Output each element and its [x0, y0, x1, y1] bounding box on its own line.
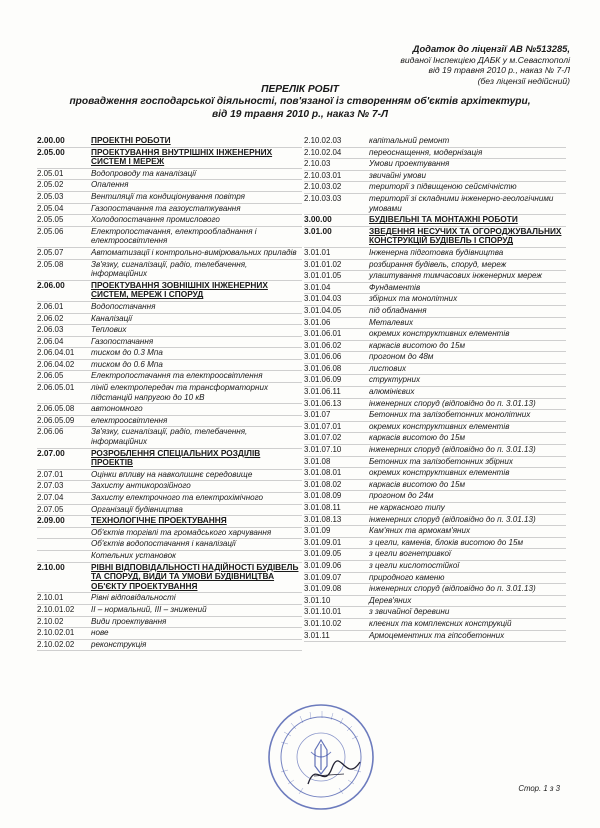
list-item: [37, 481, 302, 493]
list-item: [304, 341, 566, 353]
item-text: Холодопостачання промислового: [91, 215, 220, 225]
item-code: 3.01.06.08: [304, 363, 342, 373]
item-text: з цегли кислотостійкої: [369, 560, 460, 570]
list-item: [304, 619, 566, 631]
section-heading: РОЗРОБЛЕННЯ СПЕЦІАЛЬНИХ РОЗДІЛІВ ПРОЕКТІВ: [91, 447, 261, 468]
item-text: Металевих: [369, 317, 414, 327]
list-item: [37, 640, 302, 652]
list-item: [304, 375, 566, 387]
item-code: 3.01.07: [304, 410, 331, 420]
document-title-line2: провадження господарської діяльності, пов'язаної із створенням об'єктів архітектури,: [69, 96, 531, 108]
item-code: 3.01.10: [304, 595, 331, 605]
section-heading: ЗВЕДЕННЯ НЕСУЧИХ ТА ОГОРОДЖУВАЛЬНИХ КОНСТРУКЦІЙ БУДІВЕЛЬ І СПОРУД: [369, 225, 562, 246]
item-code: 3.01.09.06: [304, 560, 342, 570]
item-text: окремих конструктивних елементів: [369, 329, 510, 339]
item-text: листових: [369, 363, 407, 373]
item-text: Бетонних та залізобетонних монолітних: [369, 410, 531, 420]
item-text: Бетонних та залізобетонних збірних: [369, 456, 513, 466]
item-code: 2.10.00: [37, 561, 65, 572]
document-title-line1: ПЕРЕЛІК РОБІТ: [261, 84, 339, 95]
item-code: 2.06.00: [37, 279, 65, 290]
item-code: [37, 551, 91, 561]
item-code: 3.01.06.01: [304, 329, 342, 339]
item-code: 3.00.00: [304, 214, 332, 225]
works-list-right-column: [304, 136, 566, 642]
item-text: Інженерна підготовка будівництва: [369, 247, 504, 257]
section-heading: ПРОЕКТУВАННЯ ВНУТРІШНІХ ІНЖЕНЕРНИХ СИСТЕМ І МЕРЕЖ: [91, 146, 273, 167]
list-item: [304, 148, 566, 160]
item-code: 2.10.03.02: [304, 182, 342, 192]
list-item: [304, 480, 566, 492]
license-header-line4: (без ліцензії недійсний): [477, 75, 570, 86]
item-code: 2.06.01: [37, 301, 64, 311]
item-code: 2.07.01: [37, 469, 64, 479]
item-text: з цегли вогнетривкої: [369, 549, 451, 559]
item-code: 3.01.07.10: [304, 445, 342, 455]
item-text: прогоном до 24м: [369, 491, 434, 501]
list-item: [37, 416, 302, 428]
list-item: [304, 215, 566, 227]
item-code: 2.05.07: [37, 247, 64, 257]
item-code: 3.01.09.05: [304, 549, 342, 559]
list-item: [304, 526, 566, 538]
list-item: [37, 617, 302, 629]
works-list-left-column: [37, 136, 302, 651]
item-code: 2.07.03: [37, 481, 64, 491]
list-item: [37, 169, 302, 181]
page-number: Стор. 1 з 3: [518, 784, 560, 793]
item-text: Теплових: [91, 325, 127, 335]
item-code: 3.01.01.02: [304, 259, 342, 269]
signature-mark: [304, 754, 364, 794]
section-heading: ПРОЕКТНІ РОБОТИ: [91, 135, 171, 145]
section-heading: ТЕХНОЛОГІЧНЕ ПРОЕКТУВАННЯ: [91, 515, 227, 526]
item-text: звичайні умови: [369, 170, 427, 180]
list-item: [304, 596, 566, 608]
item-text: тиском до 0.3 Мпа: [91, 348, 163, 358]
item-text: каркасів висотою до 15м: [369, 340, 466, 350]
item-code: 2.10.01: [37, 593, 64, 603]
item-text: Об'єктів водопостачання і каналізації: [91, 539, 236, 549]
item-text: окремих конструктивних елементів: [369, 468, 510, 478]
list-item: [37, 260, 302, 281]
item-code: 3.01.06.09: [304, 375, 342, 385]
item-code: 3.01.11: [304, 630, 330, 640]
item-code: 3.01.09.01: [304, 537, 342, 547]
list-item: [304, 433, 566, 445]
document-title-line3: від 19 травня 2010 р., наказ № 7-Л: [212, 108, 388, 120]
item-code: 3.01.09.08: [304, 584, 342, 594]
list-item: [37, 360, 302, 372]
item-code: 2.06.05.01: [37, 383, 75, 393]
item-code: 3.01.08: [304, 456, 331, 466]
item-code: 3.01.04: [304, 282, 331, 292]
list-item: [304, 445, 566, 457]
item-code: [37, 539, 91, 549]
item-code: 2.10.03.01: [304, 170, 342, 180]
item-text: переоснащення, модернізація: [369, 147, 483, 157]
item-code: 2.10.02.03: [304, 136, 342, 145]
item-text: Об'єктів торгівлі та громадського харчування: [91, 527, 272, 537]
list-item: [37, 528, 302, 540]
item-text: Газопостачання та газоустаткування: [91, 203, 241, 213]
item-code: 2.05.02: [37, 180, 64, 190]
item-text: Опалення: [91, 180, 129, 190]
license-header: [310, 44, 570, 86]
list-item: [304, 515, 566, 527]
item-code: 3.01.10.02: [304, 618, 342, 628]
item-code: 3.01.08.02: [304, 479, 342, 489]
list-item: [37, 516, 302, 528]
item-text: інженерних споруд (відповідно до п. 3.01.13): [369, 514, 536, 524]
item-text: улаштування тимчасових інженерних мереж: [369, 271, 542, 281]
license-header-line1: Додаток до ліцензії АВ №513285,: [412, 43, 570, 54]
item-code: 2.05.03: [37, 191, 64, 201]
list-item: [37, 281, 302, 302]
list-item: [304, 607, 566, 619]
item-text: з цегли, каменів, блоків висотою до 15м: [369, 537, 524, 547]
item-text: Котельних установок: [91, 550, 176, 560]
list-item: [37, 204, 302, 216]
item-text: капітальний ремонт: [369, 136, 450, 145]
item-code: 3.01.08.01: [304, 468, 342, 478]
item-text: Види проектування: [91, 616, 167, 626]
license-header-line2: виданої Інспекцією ДАБК у м.Севастополі: [400, 54, 570, 65]
item-text: Електропостачання, електрообладнання і електроосвітлення: [91, 226, 257, 246]
list-item: [37, 628, 302, 640]
item-code: 3.01.09.07: [304, 572, 342, 582]
list-item: [304, 248, 566, 260]
item-text: Дерев'яних: [369, 595, 412, 605]
item-text: ліній електропередач та трансформаторних підстанцій напругою до 10 кВ: [91, 383, 268, 402]
item-text: клеєних та комплексних конструкцій: [369, 618, 512, 628]
item-code: 2.10.02.02: [37, 639, 75, 649]
list-item: [304, 364, 566, 376]
item-code: 3.01.08.13: [304, 514, 342, 524]
item-code: 2.10.01.02: [37, 604, 75, 614]
item-text: Рівні відповідальності: [91, 593, 176, 603]
item-code: 2.10.02.04: [304, 147, 342, 157]
item-text: автономного: [91, 404, 143, 414]
item-text: Кам'яних та армокам'яних: [369, 526, 471, 536]
list-item: [304, 171, 566, 183]
list-item: [304, 294, 566, 306]
item-code: 2.07.00: [37, 447, 65, 458]
item-text: Вентиляції та кондиціонування повітря: [91, 191, 245, 201]
list-item: [37, 215, 302, 227]
item-code: 2.06.05.08: [37, 404, 75, 414]
item-code: 2.05.05: [37, 215, 64, 225]
item-text: Водопроводу та каналізації: [91, 168, 196, 178]
item-text: прогоном до 48м: [369, 352, 434, 362]
list-item: [304, 182, 566, 194]
list-item: [304, 318, 566, 330]
item-code: 2.06.03: [37, 325, 64, 335]
section-heading: ПРОЕКТУВАННЯ ЗОВНІШНІХ ІНЖЕНЕРНИХ СИСТЕМ, МЕРЕЖ І СПОРУД: [91, 279, 268, 300]
item-text: Зв'язку, сигналізації, радіо, телебачення, інформаційних: [91, 427, 248, 447]
list-item: [37, 180, 302, 192]
list-item: [304, 271, 566, 283]
item-code: 2.07.04: [37, 493, 64, 502]
item-code: 3.01.09: [304, 526, 331, 536]
item-text: під обладнання: [369, 305, 427, 315]
item-text: розбирання будівель, споруд, мереж: [369, 259, 507, 269]
item-text: Автоматизації і контрольно-вимірювальних приладів: [91, 247, 297, 257]
item-code: 3.01.04.05: [304, 305, 342, 315]
item-text: реконструкція: [91, 639, 147, 649]
item-code: 3.01.08.11: [304, 503, 341, 512]
item-code: 2.06.02: [37, 313, 64, 323]
list-item: [304, 387, 566, 399]
list-item: [37, 302, 302, 314]
item-code: 2.05.06: [37, 226, 64, 236]
item-text: каркасів висотою до 15м: [369, 479, 466, 489]
list-item: [37, 551, 302, 563]
item-text: Оцінки впливу на навколишнє середовище: [91, 469, 253, 479]
section-heading: БУДІВЕЛЬНІ ТА МОНТАЖНІ РОБОТИ: [369, 214, 518, 225]
item-text: ІІ – нормальний, ІІІ – знижений: [91, 604, 207, 614]
list-item: [304, 399, 566, 411]
document-title: [40, 84, 560, 121]
item-text: Армоцементних та гіпсобетонних: [369, 630, 505, 640]
item-text: території зі складними інженерно-геологічними умовами: [369, 193, 554, 213]
list-item: [304, 159, 566, 171]
item-text: Електропостачання та електроосвітлення: [91, 371, 263, 381]
item-code: 3.01.08.09: [304, 491, 342, 501]
list-item: [37, 404, 302, 416]
list-item: [304, 410, 566, 422]
item-code: 2.05.01: [37, 168, 64, 178]
item-text: Організації будівництва: [91, 504, 183, 514]
item-code: 2.10.03: [304, 159, 331, 169]
list-item: [37, 227, 302, 248]
list-item: [304, 584, 566, 596]
list-item: [37, 371, 302, 383]
item-text: нове: [91, 628, 109, 638]
list-item: [37, 449, 302, 470]
item-text: з звичайної деревини: [369, 607, 450, 617]
section-heading: РІВНІ ВІДПОВІДАЛЬНОСТІ НАДІЙНОСТІ БУДІВЕЛЬ ТА СПОРУД, ВИДИ ТА УМОВИ БУДІВНИЦТВА ОБ'ЄКТУ ПРОЕКТУВАННЯ: [91, 561, 299, 591]
item-text: Водопостачання: [91, 301, 156, 311]
list-item: [37, 348, 302, 360]
item-code: 3.01.06.13: [304, 398, 342, 408]
item-code: 2.00.00: [37, 135, 65, 145]
item-code: 2.10.02: [37, 616, 64, 626]
item-code: 3.01.04.03: [304, 294, 342, 304]
list-item: [37, 248, 302, 260]
item-text: алюмінієвих: [369, 387, 415, 397]
item-code: 2.10.02.01: [37, 628, 75, 638]
item-code: 2.06.04.02: [37, 359, 75, 369]
item-code: 3.01.01.05: [304, 271, 342, 281]
list-item: [304, 549, 566, 561]
item-text: природного каменю: [369, 572, 445, 582]
item-text: території з підвищеною сейсмічністю: [369, 182, 517, 192]
item-code: 3.01.01: [304, 247, 331, 257]
item-code: 2.10.03.03: [304, 193, 342, 203]
list-item: [304, 561, 566, 573]
list-item: [37, 493, 302, 505]
list-item: [304, 468, 566, 480]
item-text: каркасів висотою до 15м: [369, 433, 466, 443]
item-text: окремих конструктивних елементів: [369, 421, 510, 431]
item-code: 2.06.05.09: [37, 415, 75, 425]
license-header-line3: від 19 травня 2010 р., наказ № 7-Л: [428, 65, 570, 76]
item-code: 3.01.00: [304, 225, 332, 236]
item-text: інженерних споруд (відповідно до п. 3.01.13): [369, 398, 536, 408]
item-text: Каналізації: [91, 313, 132, 323]
item-code: 2.05.08: [37, 259, 64, 269]
item-text: інженерних споруд (відповідно до п. 3.01.13): [369, 584, 536, 594]
item-text: Фундаментів: [369, 282, 421, 292]
list-item: [37, 470, 302, 482]
item-text: інженерних споруд (відповідно до п. 3.01.13): [369, 445, 536, 455]
list-item: [37, 605, 302, 617]
list-item: [304, 306, 566, 318]
item-text: Зв'язку, сигналізації, радіо, телебачення, інформаційних: [91, 259, 248, 279]
list-item: [304, 227, 566, 248]
list-item: [37, 539, 302, 551]
list-item: [37, 593, 302, 605]
list-item: [37, 136, 302, 148]
item-code: 3.01.07.01: [304, 421, 342, 431]
item-code: 2.07.05: [37, 504, 64, 514]
item-code: 2.05.00: [37, 146, 65, 157]
item-code: 2.06.06: [37, 427, 64, 437]
item-text: структурних: [369, 375, 421, 385]
item-code: 2.06.04: [37, 336, 64, 346]
list-item: [37, 148, 302, 169]
item-code: 3.01.10.01: [304, 607, 342, 617]
list-item: [304, 283, 566, 295]
item-code: 2.05.04: [37, 203, 64, 213]
list-item: [304, 194, 566, 215]
list-item: [304, 329, 566, 341]
list-item: [304, 136, 566, 148]
item-text: Умови проектування: [369, 159, 450, 169]
item-code: 3.01.06.11: [304, 387, 341, 397]
list-item: [304, 503, 566, 515]
item-text: Захисту електрочного та електрохімічного: [91, 493, 264, 502]
item-code: 3.01.07.02: [304, 433, 342, 443]
list-item: [304, 352, 566, 364]
item-code: 2.06.05: [37, 371, 64, 381]
item-text: Газопостачання: [91, 336, 154, 346]
list-item: [304, 631, 566, 643]
item-text: тиском до 0.6 Мпа: [91, 359, 163, 369]
list-item: [37, 337, 302, 349]
list-item: [304, 573, 566, 585]
list-item: [37, 383, 302, 404]
list-item: [304, 422, 566, 434]
list-item: [304, 457, 566, 469]
item-code: [37, 528, 91, 538]
list-item: [304, 260, 566, 272]
item-text: не каркасного типу: [369, 503, 445, 512]
item-code: 2.06.04.01: [37, 348, 75, 358]
list-item: [37, 325, 302, 337]
list-item: [37, 563, 302, 594]
item-text: Захисту антикорозійного: [91, 481, 191, 491]
list-item: [37, 427, 302, 448]
list-item: [37, 314, 302, 326]
item-text: електроосвітлення: [91, 415, 168, 425]
item-text: збірних та монолітних: [369, 294, 458, 304]
list-item: [304, 491, 566, 503]
item-code: 3.01.06: [304, 317, 331, 327]
list-item: [304, 538, 566, 550]
item-code: 2.09.00: [37, 515, 65, 526]
item-code: 3.01.06.06: [304, 352, 342, 362]
list-item: [37, 192, 302, 204]
item-code: 3.01.06.02: [304, 340, 342, 350]
